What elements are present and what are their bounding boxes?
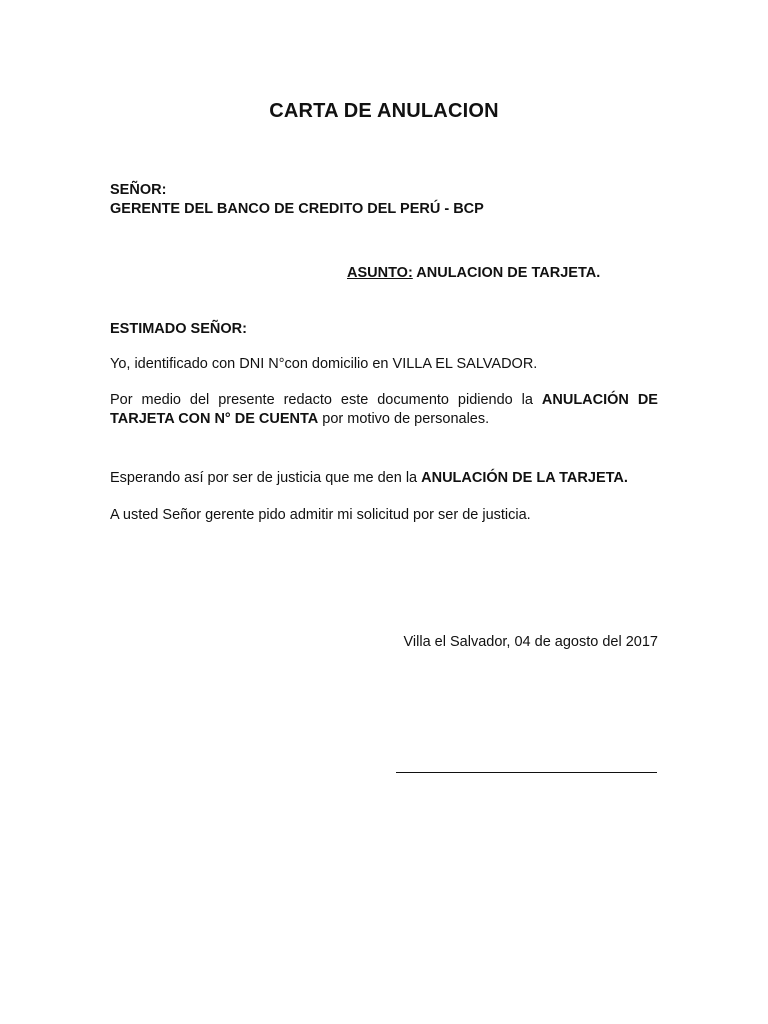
addressee-recipient: GERENTE DEL BANCO DE CREDITO DEL PERÚ - BCP: [110, 201, 484, 217]
subject-label: ASUNTO:: [347, 265, 413, 281]
addressee-block: [110, 181, 484, 219]
paragraph-request-bold: ANULACIÓN DE TARJETA CON N° DE CUENTA: [110, 392, 658, 427]
paragraph-request-text-before: Por medio del presente redacto este documento pidiendo la: [110, 392, 542, 408]
paragraph-hope-bold: ANULACIÓN DE LA TARJETA.: [421, 470, 628, 486]
paragraph-request-text-after: por motivo de personales.: [318, 410, 490, 427]
paragraph-request: [110, 391, 658, 428]
paragraph-closing: A usted Señor gerente pido admitir mi solicitud por ser de justicia.: [110, 507, 531, 523]
paragraph-identification: Yo, identificado con DNI N°con domicilio en VILLA EL SALVADOR.: [110, 356, 538, 372]
addressee-salutation: SEÑOR:: [110, 182, 167, 198]
salutation: ESTIMADO SEÑOR:: [110, 321, 247, 337]
subject-text: ANULACION DE TARJETA.: [412, 265, 601, 281]
signature-line: [396, 772, 657, 773]
subject-line: [347, 265, 600, 281]
paragraph-hope-text-before: Esperando así por ser de justicia que me den la: [110, 470, 422, 486]
paragraph-hope: [110, 469, 658, 488]
place-and-date: Villa el Salvador, 04 de agosto del 2017: [403, 634, 658, 650]
document-title: CARTA DE ANULACION: [269, 100, 499, 122]
